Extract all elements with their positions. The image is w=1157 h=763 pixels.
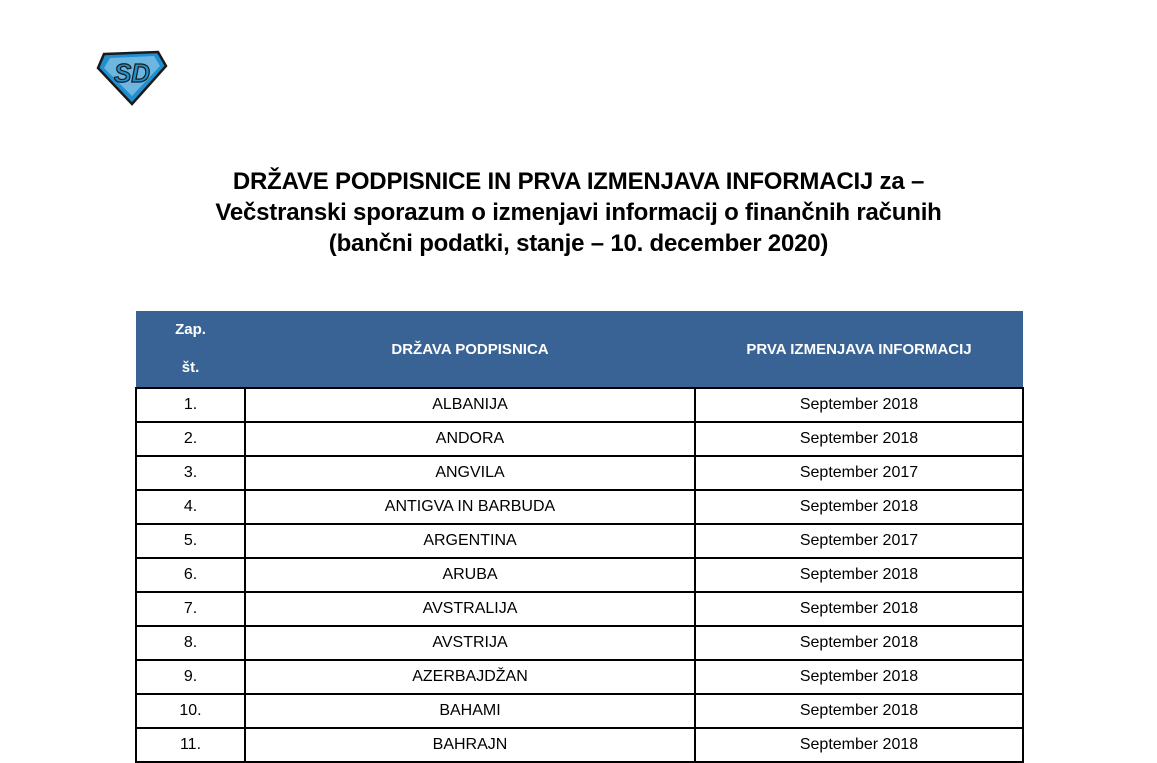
row-number: 11. bbox=[136, 728, 245, 762]
table-row bbox=[136, 626, 1023, 660]
row-country: BAHRAJN bbox=[245, 728, 695, 762]
table-row bbox=[136, 660, 1023, 694]
document-title bbox=[0, 166, 1157, 259]
row-date: September 2018 bbox=[695, 490, 1023, 524]
header-exchange: PRVA IZMENJAVA INFORMACIJ bbox=[695, 311, 1023, 388]
row-number: 9. bbox=[136, 660, 245, 694]
header-country: DRŽAVA PODPISNICA bbox=[245, 311, 695, 388]
table-row bbox=[136, 592, 1023, 626]
table-row bbox=[136, 490, 1023, 524]
row-date: September 2018 bbox=[695, 592, 1023, 626]
row-country: AVSTRIJA bbox=[245, 626, 695, 660]
row-date: September 2018 bbox=[695, 728, 1023, 762]
row-country: AVSTRALIJA bbox=[245, 592, 695, 626]
row-country: ANGVILA bbox=[245, 456, 695, 490]
title-line-2: Večstranski sporazum o izmenjavi informacij o finančnih računih bbox=[215, 199, 942, 226]
header-zap-line2: št. bbox=[181, 359, 200, 376]
table-row bbox=[136, 694, 1023, 728]
table-row bbox=[136, 422, 1023, 456]
row-date: September 2018 bbox=[695, 388, 1023, 422]
title-line-3: (bančni podatki, stanje – 10. december 2020) bbox=[328, 230, 829, 257]
row-date: September 2017 bbox=[695, 456, 1023, 490]
row-number: 5. bbox=[136, 524, 245, 558]
header-zap-line1: Zap. bbox=[175, 321, 206, 338]
table-row bbox=[136, 456, 1023, 490]
sd-logo bbox=[96, 46, 168, 106]
table-row bbox=[136, 524, 1023, 558]
signatory-table bbox=[135, 311, 1024, 763]
row-date: September 2018 bbox=[695, 422, 1023, 456]
table-row bbox=[136, 388, 1023, 422]
row-date: September 2018 bbox=[695, 558, 1023, 592]
header-zap-st bbox=[136, 311, 245, 388]
row-country: ANDORA bbox=[245, 422, 695, 456]
table-row bbox=[136, 728, 1023, 762]
row-number: 7. bbox=[136, 592, 245, 626]
row-country: ANTIGVA IN BARBUDA bbox=[245, 490, 695, 524]
row-country: BAHAMI bbox=[245, 694, 695, 728]
table-row bbox=[136, 558, 1023, 592]
row-number: 1. bbox=[136, 388, 245, 422]
row-date: September 2018 bbox=[695, 660, 1023, 694]
row-country: AZERBAJDŽAN bbox=[245, 660, 695, 694]
row-number: 8. bbox=[136, 626, 245, 660]
row-number: 3. bbox=[136, 456, 245, 490]
row-country: ALBANIJA bbox=[245, 388, 695, 422]
row-number: 4. bbox=[136, 490, 245, 524]
title-line-1: DRŽAVE PODPISNICE IN PRVA IZMENJAVA INFORMACIJ za – bbox=[232, 168, 925, 195]
row-country: ARUBA bbox=[245, 558, 695, 592]
row-number: 10. bbox=[136, 694, 245, 728]
logo-text: SD bbox=[113, 58, 151, 88]
row-date: September 2018 bbox=[695, 694, 1023, 728]
row-date: September 2017 bbox=[695, 524, 1023, 558]
row-country: ARGENTINA bbox=[245, 524, 695, 558]
row-number: 2. bbox=[136, 422, 245, 456]
row-date: September 2018 bbox=[695, 626, 1023, 660]
row-number: 6. bbox=[136, 558, 245, 592]
table-header-row bbox=[136, 311, 1023, 388]
